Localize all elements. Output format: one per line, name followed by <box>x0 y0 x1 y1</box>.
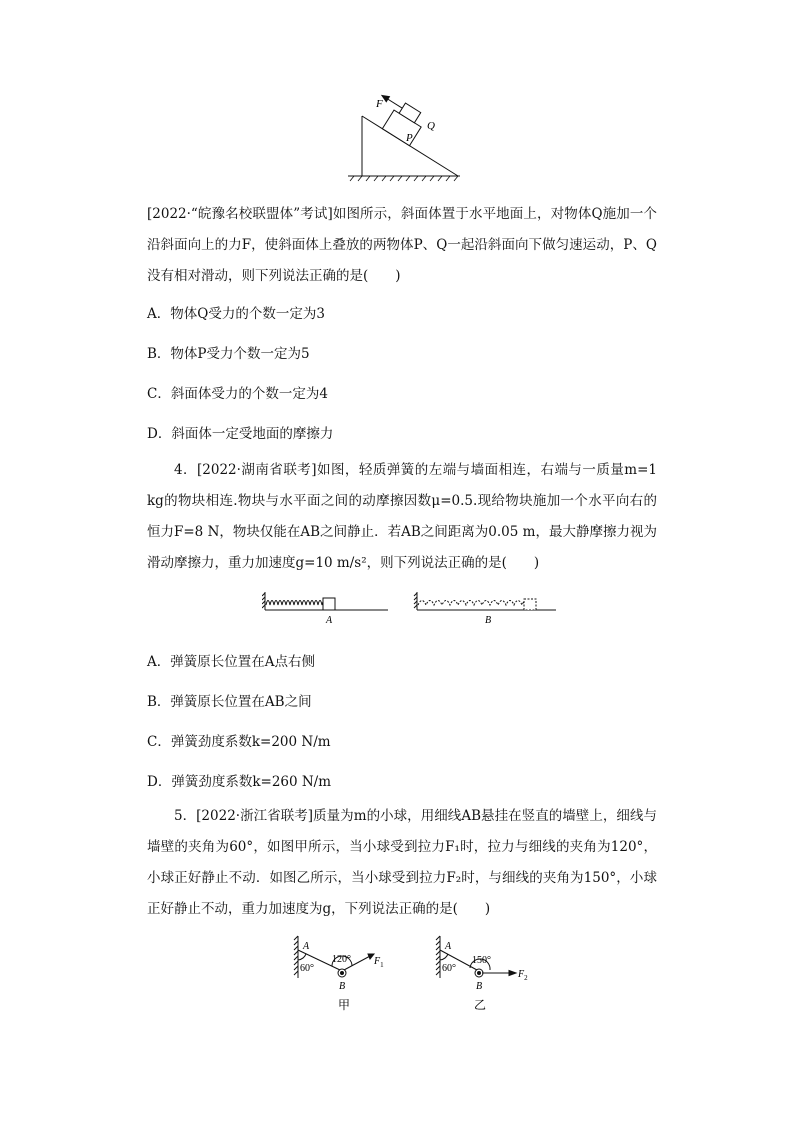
q4-option-c: C．弹簧劲度系数k=200 N/m <box>147 734 331 750</box>
q3-option-b: B．物体P受力个数一定为5 <box>147 346 310 362</box>
yi-label-A: A <box>445 941 452 952</box>
yi-label-F2: $F_2$ <box>518 969 528 982</box>
yi-caption: 乙 <box>474 998 487 1012</box>
figure-yi <box>432 932 542 1014</box>
incline-figure <box>340 92 465 184</box>
jia-label-F1: $F_1$ <box>374 956 384 969</box>
q4-option-a: A．弹簧原长位置在A点右侧 <box>147 654 315 670</box>
label-Q: Q <box>427 120 435 132</box>
label-F: F <box>376 98 383 110</box>
yi-label-B: B <box>476 981 483 992</box>
label-A: A <box>326 615 333 626</box>
block-at-b <box>524 599 536 610</box>
jia-caption: 甲 <box>338 998 351 1012</box>
q4-option-b: B．弹簧原长位置在AB之间 <box>147 694 312 710</box>
spring-figure <box>262 588 562 628</box>
q4-option-d: D．弹簧劲度系数k=260 N/m <box>147 774 332 790</box>
jia-label-B: B <box>339 981 346 992</box>
jia-label-A: A <box>303 941 310 952</box>
q5-stem: 5．[2022·浙江省联考]质量为m的小球，用细线AB悬挂在竖直的墙壁上，细线与墙壁的夹角为60°，如图甲所示，当小球受到拉力F₁时，拉力与细线的夹角为120°，小球正好静止不动．如图乙所示，当小球受到拉力F₂时，与细线的夹角为150°，小球正好静止不动，重力加速度为g，下列说法正确的是( ) <box>147 808 657 917</box>
yi-angle-wall: 60° <box>442 963 456 974</box>
jia-angle-force: 120° <box>332 954 351 965</box>
q4-stem: 4．[2022·湖南省联考]如图，轻质弹簧的左端与墙面相连，右端与一质量m=1 kg的物块相连.物块与水平面之间的动摩擦因数μ=0.5.现给物块施加一个水平向右的恒力F=8 N，物块仅能在AB之间静止．若AB之间距离为0.05 m，最大静摩擦力视为滑动摩擦力，重力加速度g=10 m/s²，则下列说法正确的是( ) <box>147 462 657 571</box>
q3-option-a: A．物体Q受力的个数一定为3 <box>147 306 325 322</box>
q3-option-c: C．斜面体受力的个数一定为4 <box>147 386 328 402</box>
jia-angle-wall: 60° <box>300 963 314 974</box>
figure-jia <box>290 932 400 1014</box>
label-B: B <box>485 615 492 626</box>
block-at-a <box>323 598 335 610</box>
yi-angle-force: 150° <box>472 955 491 966</box>
q3-option-d: D．斜面体一定受地面的摩擦力 <box>147 426 334 442</box>
q3-stem: [2022·“皖豫名校联盟体”考试]如图所示，斜面体置于水平地面上，对物体Q施加一个沿斜面向上的力F，使斜面体上叠放的两物体P、Q一起沿斜面向下做匀速运动，P、Q没有相对滑动，则下列说法正确的是( ) <box>147 206 657 284</box>
label-P: P <box>406 132 413 144</box>
